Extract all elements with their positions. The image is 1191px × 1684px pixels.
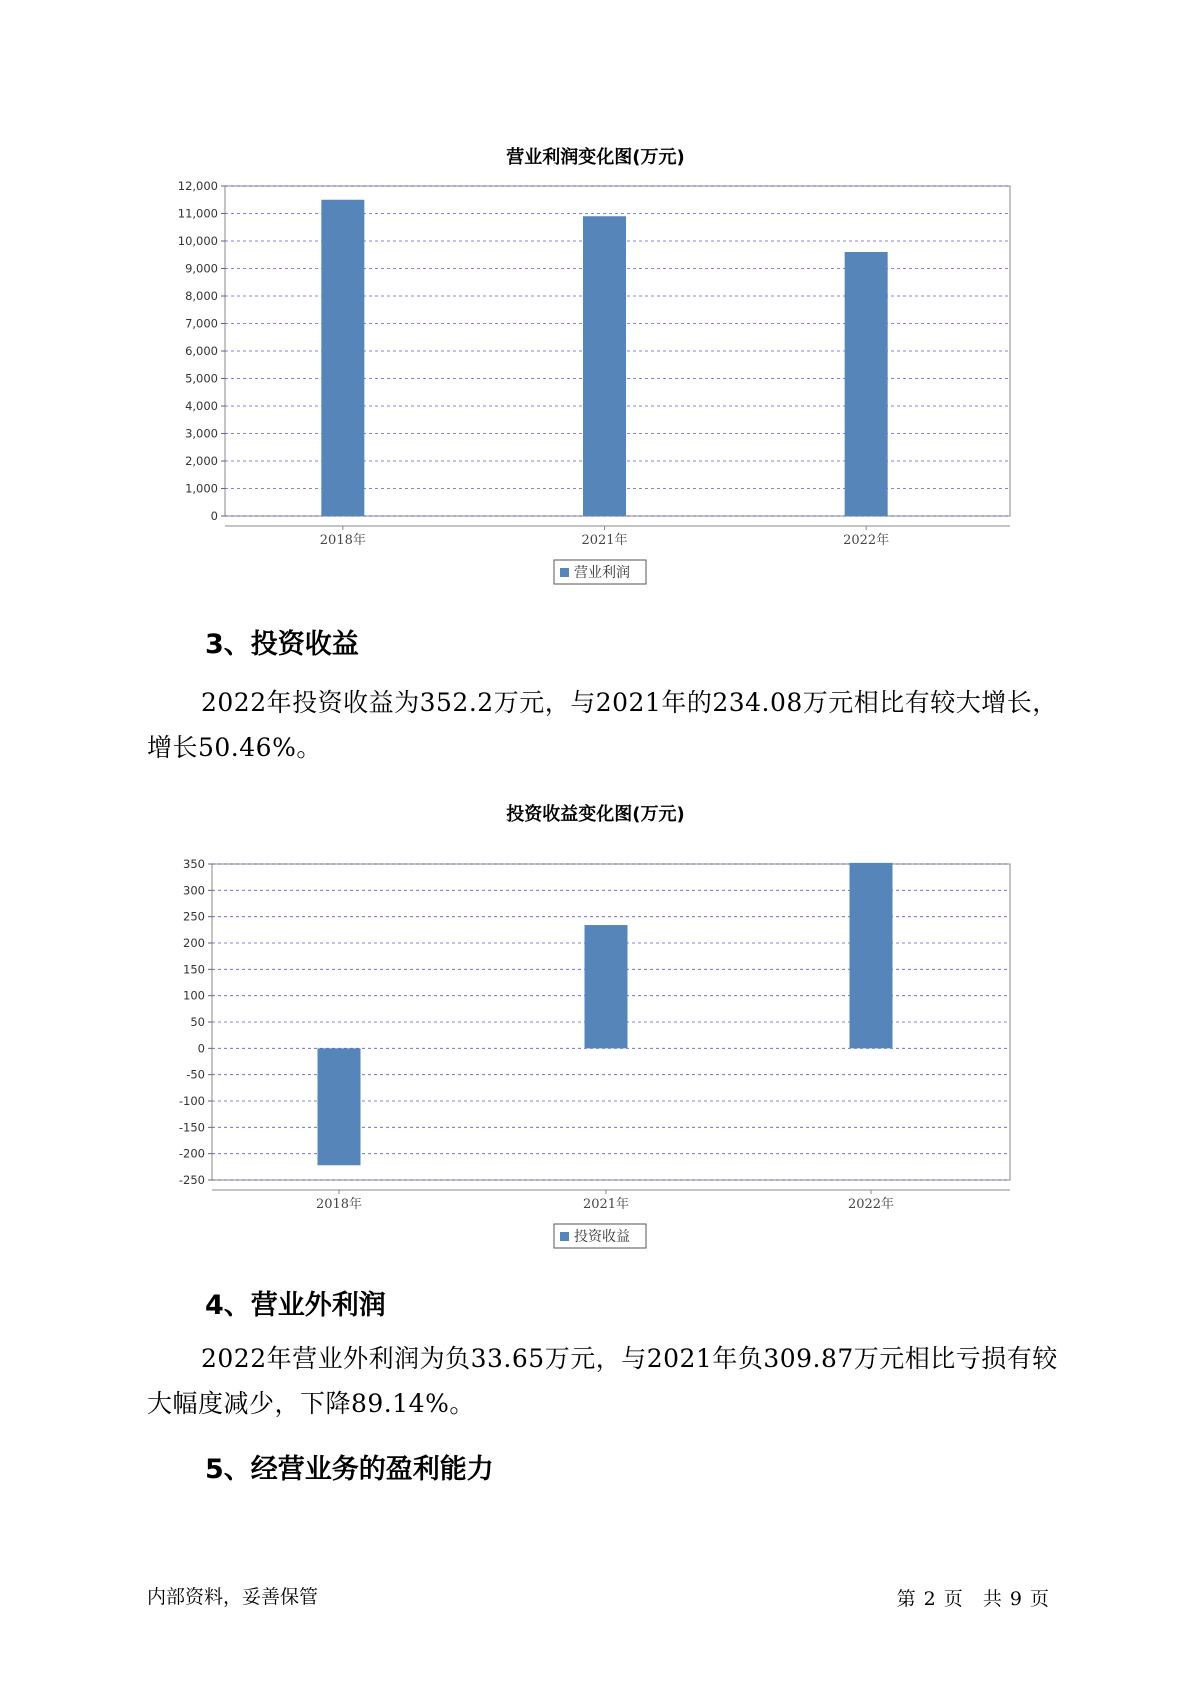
x-tick-label: 2021年 — [581, 533, 628, 548]
section-heading-4: 4、营业外利润 — [205, 1290, 386, 1321]
page-label-prefix: 第 — [896, 1588, 916, 1610]
y-tick-label: 5,000 — [185, 371, 218, 386]
section-paragraph-4: 2022年营业外利润为负33.65万元，与2021年负309.87万元相比亏损有较大幅度减少，下降89.14%。 — [147, 1344, 1058, 1418]
y-tick-label: 4,000 — [185, 399, 218, 413]
y-tick-label: 9,000 — [185, 261, 218, 276]
legend-label: 投资收益 — [574, 1229, 630, 1245]
y-tick-label: -100 — [178, 1094, 205, 1108]
y-tick-label: 250 — [183, 909, 205, 924]
y-tick-label: 8,000 — [185, 289, 218, 303]
y-tick-label: 1,000 — [185, 481, 218, 496]
footer-page-number — [893, 1584, 1053, 1611]
legend-swatch — [560, 1232, 569, 1241]
y-tick-label: 100 — [183, 988, 205, 1003]
page-total-prefix: 共 — [982, 1588, 1002, 1610]
y-tick-label: 150 — [183, 962, 205, 977]
section-heading-3: 3、投资收益 — [205, 629, 359, 660]
bar-2018年 — [318, 1048, 361, 1165]
x-tick-label: 2018年 — [315, 1197, 363, 1212]
y-tick-label: 50 — [190, 1015, 205, 1029]
chart-1-title: 营业利润变化图(万元) — [506, 147, 685, 168]
y-tick-label: 300 — [183, 883, 205, 898]
y-tick-label: 200 — [183, 936, 205, 950]
y-tick-label: 7,000 — [185, 316, 218, 331]
x-tick-label: 2022年 — [847, 1197, 895, 1212]
y-tick-label: -200 — [178, 1146, 205, 1161]
y-tick-label: 12,000 — [177, 179, 218, 193]
x-tick-label: 2022年 — [843, 533, 890, 548]
bar-2022年 — [850, 863, 893, 1048]
y-tick-label: 11,000 — [177, 206, 218, 221]
page-total-suffix: 页 — [1029, 1588, 1049, 1610]
section-heading-5: 5、经营业务的盈利能力 — [205, 1454, 494, 1485]
page-label-suffix: 页 — [943, 1588, 963, 1610]
x-tick-label: 2018年 — [319, 533, 366, 548]
y-tick-label: 0 — [197, 1041, 205, 1056]
chart-2-title: 投资收益变化图(万元) — [506, 804, 685, 825]
y-tick-label: -150 — [178, 1120, 205, 1135]
bar-2021年 — [585, 925, 628, 1048]
y-tick-label: 3,000 — [185, 426, 218, 441]
y-tick-label: 0 — [210, 509, 218, 523]
x-tick-label: 2021年 — [582, 1197, 630, 1212]
y-tick-label: 6,000 — [185, 344, 218, 358]
y-tick-label: 10,000 — [177, 234, 218, 248]
y-tick-label: -50 — [186, 1067, 205, 1082]
footer-confidential-note: 内部资料，妥善保管 — [147, 1586, 319, 1608]
y-tick-label: -250 — [178, 1173, 205, 1187]
y-tick-label: 350 — [183, 857, 205, 871]
page-current: 2 — [923, 1588, 936, 1610]
legend-label: 营业利润 — [574, 565, 630, 581]
y-tick-label: 2,000 — [185, 454, 218, 468]
section-paragraph-3: 2022年投资收益为352.2万元，与2021年的234.08万元相比有较大增长，增长50.46%。 — [147, 688, 1058, 762]
page-total: 9 — [1009, 1588, 1022, 1610]
